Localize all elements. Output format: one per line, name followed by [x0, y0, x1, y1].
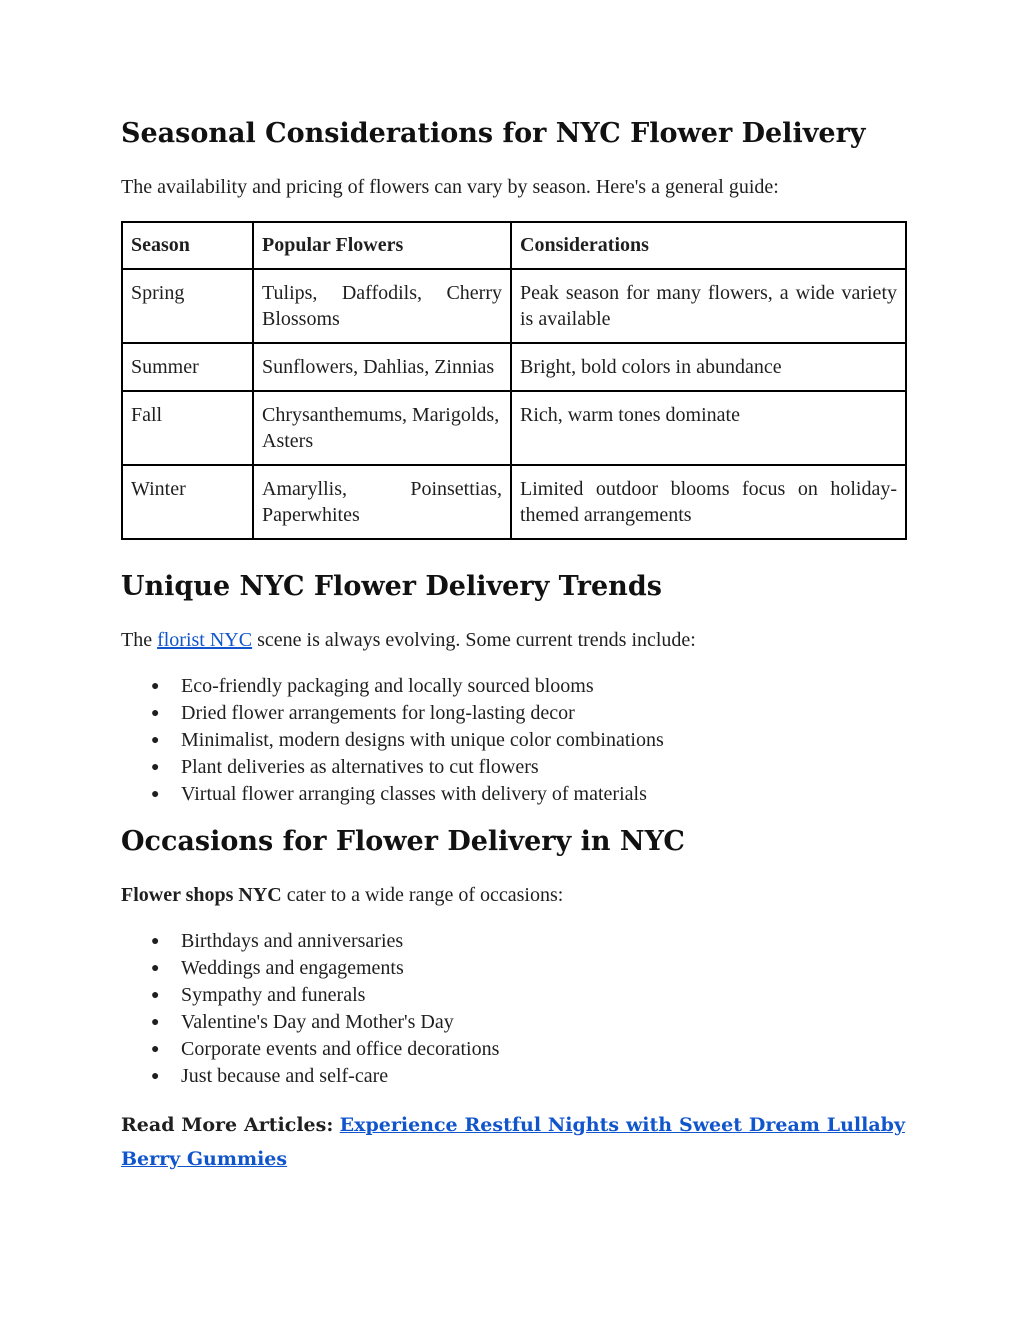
table-cell-considerations: Rich, warm tones dominate: [511, 391, 906, 465]
bullet-icon: ●: [151, 1069, 160, 1084]
list-item-text: Just because and self-care: [181, 1065, 389, 1087]
bullet-icon: ●: [151, 934, 160, 949]
read-more-label: Read More Articles:: [121, 1114, 334, 1136]
bullet-icon: ●: [151, 787, 160, 802]
list-item-text: Dried flower arrangements for long-lasting decor: [181, 702, 575, 724]
list-item: [151, 955, 499, 982]
list-item-text: Plant deliveries as alternatives to cut flowers: [181, 756, 539, 778]
table-cell-flowers: Amaryllis, Poinsettias, Paperwhites: [253, 465, 511, 539]
bullet-icon: ●: [151, 679, 160, 694]
list-item-text: Minimalist, modern designs with unique color combinations: [181, 729, 664, 751]
bullet-icon: ●: [151, 1042, 160, 1057]
list-item: [151, 982, 499, 1009]
bullet-icon: ●: [151, 706, 160, 721]
list-item-text: Weddings and engagements: [181, 957, 404, 979]
list-item-text: Virtual flower arranging classes with delivery of materials: [181, 783, 647, 805]
seasonal-intro: The availability and pricing of flowers can vary by season. Here's a general guide:: [121, 176, 779, 198]
list-item: [151, 673, 664, 700]
read-more: [121, 1108, 905, 1176]
trends-list: [151, 673, 664, 808]
table-cell-considerations: Peak season for many flowers, a wide variety is available: [511, 269, 906, 343]
list-item-text: Corporate events and office decorations: [181, 1038, 500, 1060]
season-table: [121, 221, 907, 540]
bullet-icon: ●: [151, 733, 160, 748]
trends-intro-prefix: The: [121, 629, 158, 651]
list-item-text: Eco-friendly packaging and locally sourced blooms: [181, 675, 594, 697]
occasions-intro-rest: cater to a wide range of occasions:: [281, 884, 564, 906]
table-cell-flowers: Chrysanthemums, Marigolds, Asters: [253, 391, 511, 465]
table-cell-season: Winter: [122, 465, 253, 539]
list-item: [151, 700, 664, 727]
table-cell-season: Summer: [122, 343, 253, 391]
table-row: [122, 391, 906, 465]
section-title-occasions: Occasions for Flower Delivery in NYC: [121, 826, 685, 857]
florist-nyc-link[interactable]: florist NYC: [157, 629, 253, 651]
occasions-intro: [121, 884, 563, 907]
bullet-icon: ●: [151, 961, 160, 976]
bullet-icon: ●: [151, 1015, 160, 1030]
section-title-seasonal: Seasonal Considerations for NYC Flower Delivery: [121, 118, 866, 149]
table-cell-season: Fall: [122, 391, 253, 465]
table-cell-considerations: Limited outdoor blooms focus on holiday-themed arrangements: [511, 465, 906, 539]
list-item-text: Birthdays and anniversaries: [181, 930, 404, 952]
list-item: [151, 1009, 499, 1036]
bullet-icon: ●: [151, 760, 160, 775]
read-more-article-link[interactable]: Experience Restful Nights with Sweet Dream Lullaby Berry Gummies: [121, 1114, 905, 1170]
trends-intro: [121, 629, 696, 652]
table-cell-season: Spring: [122, 269, 253, 343]
list-item: [151, 928, 499, 955]
bullet-icon: ●: [151, 988, 160, 1003]
list-item: [151, 1036, 499, 1063]
list-item: [151, 727, 664, 754]
table-row: [122, 465, 906, 539]
section-title-trends: Unique NYC Flower Delivery Trends: [121, 571, 662, 602]
occasions-list: [151, 928, 499, 1090]
list-item-text: Valentine's Day and Mother's Day: [181, 1011, 454, 1033]
table-header-cell: Season: [122, 222, 253, 269]
list-item: [151, 754, 664, 781]
list-item: [151, 1063, 499, 1090]
table-row: [122, 269, 906, 343]
table-cell-considerations: Bright, bold colors in abundance: [511, 343, 906, 391]
trends-intro-suffix: scene is always evolving. Some current trends include:: [252, 629, 696, 651]
table-header-row: [122, 222, 906, 269]
flower-shops-nyc-bold: Flower shops NYC: [121, 884, 282, 906]
table-cell-flowers: Sunflowers, Dahlias, Zinnias: [253, 343, 511, 391]
list-item-text: Sympathy and funerals: [181, 984, 366, 1006]
table-header-cell: Popular Flowers: [253, 222, 511, 269]
table-cell-flowers: Tulips, Daffodils, Cherry Blossoms: [253, 269, 511, 343]
table-row: [122, 343, 906, 391]
list-item: [151, 781, 664, 808]
table-header-cell: Considerations: [511, 222, 906, 269]
